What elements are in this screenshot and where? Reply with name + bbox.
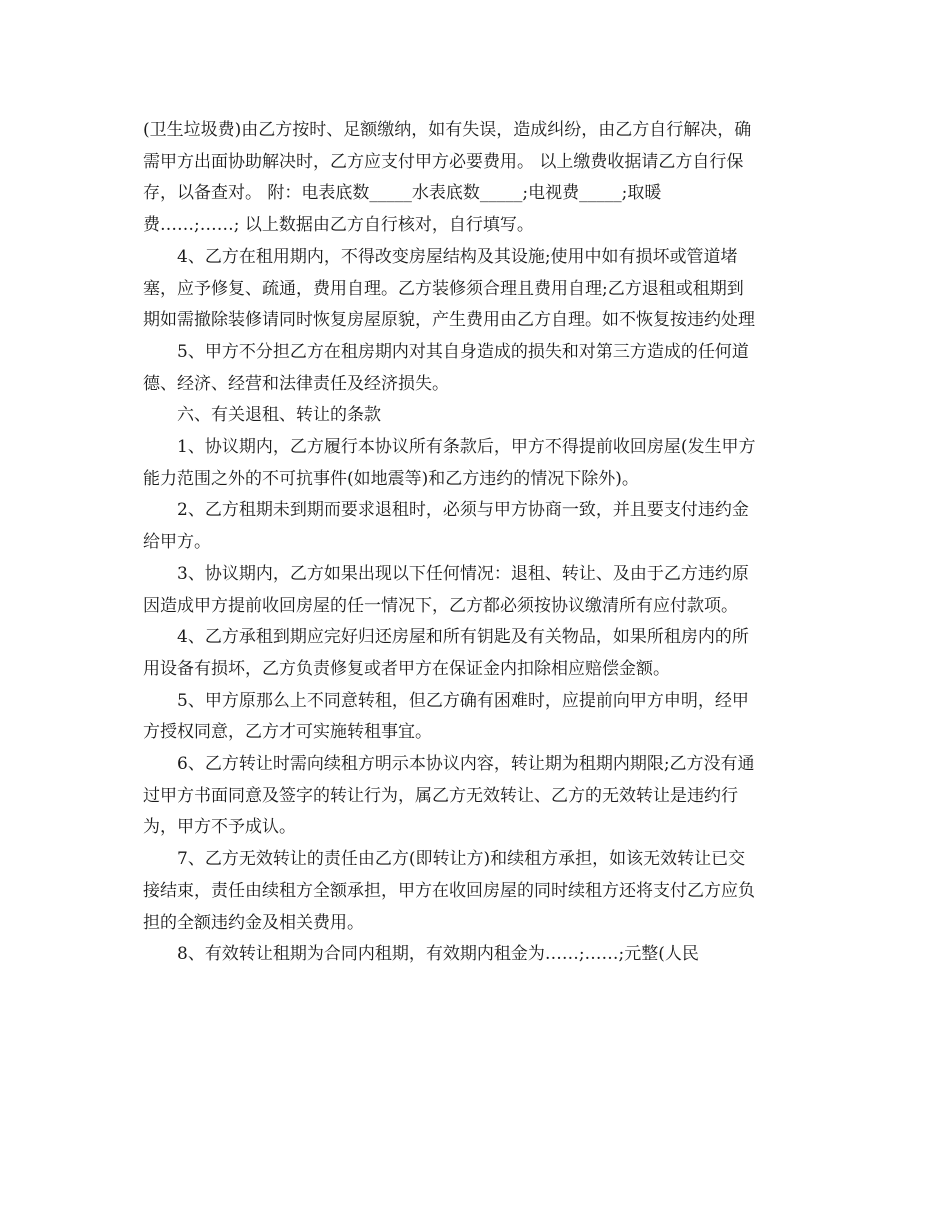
text-line-17: 4、乙方承租到期应完好归还房屋和所有钥匙及有关物品，如果所租房内的所 <box>177 627 749 648</box>
text-line-12: 能力范围之外的不可抗事件(如地震等)和乙方违约的情况下除外)。 <box>143 468 639 489</box>
text-line-5: 4、乙方在租用期内，不得改变房屋结构及其设施;使用中如有损坏或管道堵 <box>177 246 738 267</box>
text-line-13: 2、乙方租期未到期而要求退租时，必须与甲方协商一致，并且要支付违约金 <box>177 500 749 521</box>
text-line-20: 方授权同意，乙方才可实施转租事宜。 <box>143 722 432 743</box>
text-line-8: 5、甲方不分担乙方在租房期内对其自身造成的损失和对第三方造成的任何道 <box>177 341 749 362</box>
text-line-19: 5、甲方原那么上不同意转租，但乙方确有困难时，应提前向甲方申明，经甲 <box>177 690 749 711</box>
text-line-23: 为，甲方不予成认。 <box>143 817 296 838</box>
text-line-2: 需甲方出面协助解决时，乙方应支付甲方必要费用。 以上缴费收据请乙方自行保 <box>143 151 744 172</box>
text-line-1: (卫生垃圾费)由乙方按时、足额缴纳，如有失误，造成纠纷，由乙方自行解决，确 <box>143 120 752 140</box>
text-line-14: 给甲方。 <box>143 532 211 553</box>
text-line-24: 7、乙方无效转让的责任由乙方(即转让方)和续租方承担，如该无效转让已交 <box>177 849 746 870</box>
text-line-3: 存，以备查对。 附：电表底数_____水表底数_____;电视费_____;取暖 <box>143 183 662 204</box>
text-line-6: 塞，应予修复、疏通，费用自理。乙方装修须合理且费用自理;乙方退租或租期到 <box>143 278 744 299</box>
text-line-4: 费……;……; 以上数据由乙方自行核对，自行填写。 <box>143 215 534 236</box>
text-line-7: 期如需撤除装修请同时恢复房屋原貌，产生费用由乙方自理。如不恢复按违约处理 <box>143 310 755 331</box>
text-line-27: 8、有效转让租期为合同内租期，有效期内租金为……;……;元整(人民 <box>177 944 699 965</box>
text-line-26: 担的全额违约金及相关费用。 <box>143 912 364 933</box>
text-line-21: 6、乙方转让时需向续租方明示本协议内容，转让期为租期内期限;乙方没有通 <box>177 754 755 775</box>
text-line-22: 过甲方书面同意及签字的转让行为，属乙方无效转让、乙方的无效转让是违约行 <box>143 785 738 806</box>
text-line-9: 德、经济、经营和法律责任及经济损失。 <box>143 373 449 394</box>
text-line-16: 因造成甲方提前收回房屋的任一情况下，乙方都必须按协议缴清所有应付款项。 <box>143 595 738 616</box>
text-line-15: 3、协议期内，乙方如果出现以下任何情况：退租、转让、及由于乙方违约原 <box>177 563 749 584</box>
text-line-25: 接结束，责任由续租方全额承担，甲方在收回房屋的同时续租方还将支付乙方应负 <box>143 880 755 901</box>
text-line-18: 用设备有损坏，乙方负责修复或者甲方在保证金内扣除相应赔偿金额。 <box>143 658 670 679</box>
document-page <box>143 115 818 971</box>
section-heading-6: 六、有关退租、转让的条款 <box>177 405 381 426</box>
text-line-11: 1、协议期内，乙方履行本协议所有条款后，甲方不得提前收回房屋(发生甲方 <box>177 437 756 458</box>
